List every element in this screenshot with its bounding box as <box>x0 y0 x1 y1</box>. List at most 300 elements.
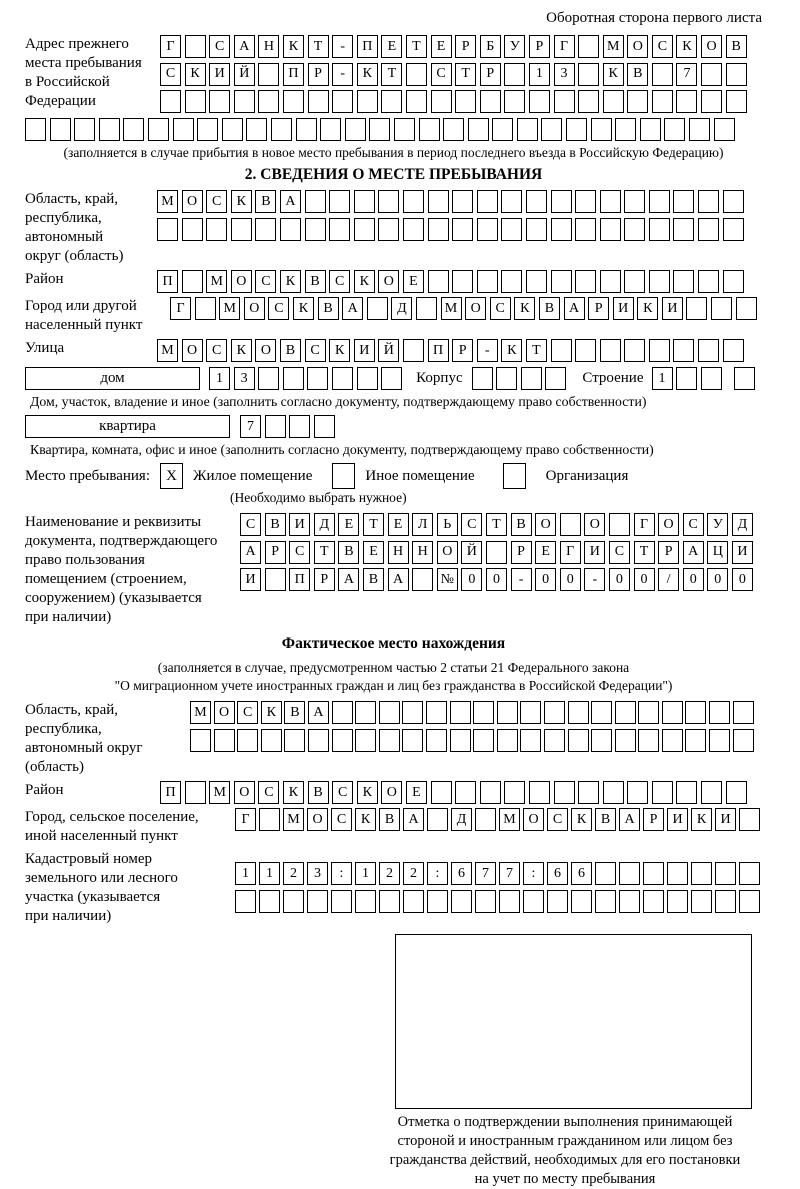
district-grid <box>157 270 744 293</box>
label-line: в Российской <box>25 74 110 90</box>
cadastral-block <box>25 850 762 926</box>
title-document-block <box>25 513 762 627</box>
char-cell: Б <box>480 35 501 58</box>
char-cell <box>403 218 424 241</box>
city-label <box>25 297 170 335</box>
char-cell: Г <box>235 808 256 831</box>
char-cell: В <box>363 568 384 591</box>
char-cell: В <box>318 297 339 320</box>
char-cell <box>603 90 624 113</box>
label-line: Адрес прежнего <box>25 36 129 52</box>
char-cell <box>381 367 402 390</box>
char-cell: Е <box>406 781 427 804</box>
cadastral-label <box>25 850 235 926</box>
char-cell: Г <box>160 35 181 58</box>
char-cell: М <box>209 781 230 804</box>
char-cell <box>283 890 304 913</box>
char-cell: Р <box>643 808 664 831</box>
char-cell <box>197 118 218 141</box>
char-cell: 1 <box>259 862 280 885</box>
char-cell: М <box>219 297 240 320</box>
char-cell <box>451 890 472 913</box>
char-cell <box>480 90 501 113</box>
title-document-grid-row-3 <box>240 568 753 591</box>
char-cell: И <box>584 541 605 564</box>
char-cell: Т <box>486 513 507 536</box>
char-cell: П <box>357 35 378 58</box>
label-line: Кадастровый номер <box>25 851 152 867</box>
char-cell <box>578 90 599 113</box>
actual-location-caption-1: (заполняется в случае, предусмотренном частью 2 статьи 21 Федерального закона <box>157 660 630 675</box>
char-cell: И <box>715 808 736 831</box>
label-line: Область, край, <box>25 702 119 718</box>
char-cell <box>615 118 636 141</box>
char-cell: Т <box>406 35 427 58</box>
char-cell: О <box>244 297 265 320</box>
label-line: помещением (строением, <box>25 571 187 587</box>
char-cell: О <box>465 297 486 320</box>
char-cell <box>357 90 378 113</box>
char-cell <box>123 118 144 141</box>
char-cell: Р <box>511 541 532 564</box>
char-cell <box>222 118 243 141</box>
char-cell: Т <box>455 63 476 86</box>
char-cell <box>568 729 589 752</box>
char-cell <box>686 297 707 320</box>
char-cell: С <box>329 270 350 293</box>
char-cell <box>652 63 673 86</box>
char-cell: К <box>501 339 522 362</box>
char-cell: В <box>255 190 276 213</box>
char-cell <box>497 701 518 724</box>
stroenie-label: Строение <box>582 370 644 386</box>
char-cell: Г <box>560 541 581 564</box>
char-cell: В <box>595 808 616 831</box>
char-cell: : <box>427 862 448 885</box>
char-cell <box>406 90 427 113</box>
char-cell <box>624 339 645 362</box>
char-cell: П <box>428 339 449 362</box>
char-cell: П <box>160 781 181 804</box>
char-cell <box>473 701 494 724</box>
char-cell <box>643 890 664 913</box>
char-cell: Р <box>308 63 329 86</box>
char-cell: К <box>280 270 301 293</box>
char-cell: Е <box>338 513 359 536</box>
stroenie-grid <box>652 367 722 390</box>
char-cell: : <box>523 862 544 885</box>
char-cell <box>472 367 493 390</box>
char-cell <box>517 118 538 141</box>
char-cell <box>726 63 747 86</box>
char-cell: 0 <box>683 568 704 591</box>
char-cell: 0 <box>707 568 728 591</box>
char-cell: Ц <box>707 541 728 564</box>
label-line: республика, <box>25 210 102 226</box>
char-cell <box>354 218 375 241</box>
char-cell <box>148 118 169 141</box>
char-cell <box>711 297 732 320</box>
char-cell: Н <box>388 541 409 564</box>
char-cell <box>378 190 399 213</box>
char-cell <box>190 729 211 752</box>
actual-region-grid <box>190 701 754 752</box>
char-cell: Р <box>529 35 550 58</box>
prev-address-label <box>25 35 160 111</box>
organization-checkbox <box>503 463 526 489</box>
char-cell <box>426 701 447 724</box>
char-cell <box>698 270 719 293</box>
char-cell <box>685 701 706 724</box>
char-cell <box>701 367 722 390</box>
char-cell <box>271 118 292 141</box>
char-cell: У <box>504 35 525 58</box>
char-cell <box>182 218 203 241</box>
label-line: участка (указывается <box>25 889 161 905</box>
label-line: места пребывания <box>25 55 142 71</box>
actual-settlement-grid <box>235 808 760 831</box>
char-cell <box>369 118 390 141</box>
char-cell <box>691 862 712 885</box>
char-cell <box>381 90 402 113</box>
char-cell: 3 <box>307 862 328 885</box>
actual-location-title: Фактическое место нахождения <box>281 635 506 652</box>
region-grid-row-2 <box>157 218 744 241</box>
char-cell <box>173 118 194 141</box>
char-cell: Е <box>388 513 409 536</box>
prev-address-caption: (заполняется в случае прибытия в новое место пребывания в период последнего въезда в Российскую Федерацию) <box>63 145 724 160</box>
char-cell <box>649 270 670 293</box>
korpus-grid <box>472 367 567 390</box>
label-line: (область) <box>25 759 84 775</box>
char-cell <box>206 218 227 241</box>
char-cell <box>736 297 757 320</box>
char-cell: 7 <box>676 63 697 86</box>
char-cell <box>600 190 621 213</box>
char-cell: Р <box>314 568 335 591</box>
apartment-caption: Квартира, комната, офис и иное (заполнить согласно документу, подтверждающему право собственности) <box>30 442 654 457</box>
char-cell: Г <box>170 297 191 320</box>
char-cell <box>419 118 440 141</box>
char-cell <box>591 701 612 724</box>
char-cell <box>195 297 216 320</box>
label-line: сооружением) (указывается <box>25 590 202 606</box>
actual-district-grid <box>160 781 747 804</box>
char-cell <box>332 367 353 390</box>
char-cell <box>723 339 744 362</box>
label-line: населенный пункт <box>25 317 143 333</box>
cadastral-grid-row-2 <box>235 890 760 913</box>
char-cell: И <box>732 541 753 564</box>
section2-title: 2. СВЕДЕНИЯ О МЕСТЕ ПРЕБЫВАНИЯ <box>244 166 543 183</box>
char-cell <box>428 270 449 293</box>
char-cell <box>698 190 719 213</box>
prev-address-grid-row-3 <box>160 90 747 113</box>
char-cell: А <box>619 808 640 831</box>
char-cell <box>575 218 596 241</box>
char-cell: 0 <box>560 568 581 591</box>
char-cell: А <box>683 541 704 564</box>
region-block <box>25 190 762 266</box>
char-cell: А <box>280 190 301 213</box>
char-cell: А <box>240 541 261 564</box>
char-cell <box>523 890 544 913</box>
char-cell: 2 <box>379 862 400 885</box>
char-cell <box>246 118 267 141</box>
title-document-grid <box>240 513 753 591</box>
char-cell <box>258 63 279 86</box>
label-line: округ (область) <box>25 248 124 264</box>
char-cell: В <box>726 35 747 58</box>
char-cell: В <box>627 63 648 86</box>
char-cell <box>595 890 616 913</box>
char-cell <box>235 890 256 913</box>
char-cell <box>504 63 525 86</box>
char-cell <box>715 862 736 885</box>
char-cell <box>477 218 498 241</box>
char-cell <box>428 190 449 213</box>
char-cell: М <box>190 701 211 724</box>
char-cell <box>739 890 760 913</box>
char-cell: Е <box>431 35 452 58</box>
char-cell <box>289 415 310 438</box>
char-cell: О <box>701 35 722 58</box>
char-cell: К <box>231 339 252 362</box>
stroenie-extra-cell <box>734 367 755 390</box>
char-cell <box>416 297 437 320</box>
label-line: при наличии) <box>25 609 112 625</box>
char-cell: Р <box>452 339 473 362</box>
char-cell <box>209 90 230 113</box>
char-cell <box>332 701 353 724</box>
char-cell <box>649 218 670 241</box>
char-cell: С <box>240 513 261 536</box>
char-cell: Г <box>554 35 575 58</box>
char-cell <box>664 118 685 141</box>
residential-checkbox: X <box>160 463 183 489</box>
char-cell <box>600 270 621 293</box>
char-cell <box>600 339 621 362</box>
char-cell: И <box>662 297 683 320</box>
label-line: автономный округ <box>25 740 143 756</box>
char-cell <box>354 190 375 213</box>
char-cell: 2 <box>283 862 304 885</box>
char-cell <box>477 190 498 213</box>
label-line: право пользования <box>25 552 145 568</box>
stay-type-row <box>25 463 762 489</box>
char-cell <box>406 63 427 86</box>
char-cell <box>723 270 744 293</box>
char-cell <box>685 729 706 752</box>
residential-label: Жилое помещение <box>193 467 313 484</box>
char-cell: 0 <box>535 568 556 591</box>
char-cell <box>475 890 496 913</box>
char-cell <box>452 218 473 241</box>
char-cell <box>296 118 317 141</box>
char-cell <box>280 218 301 241</box>
char-cell: К <box>514 297 535 320</box>
char-cell: О <box>437 541 458 564</box>
char-cell <box>624 270 645 293</box>
char-cell <box>662 729 683 752</box>
char-cell <box>450 701 471 724</box>
char-cell <box>662 701 683 724</box>
char-cell: С <box>206 339 227 362</box>
char-cell: Л <box>412 513 433 536</box>
char-cell <box>284 729 305 752</box>
label-line: республика, <box>25 721 102 737</box>
korpus-label: Корпус <box>416 370 463 386</box>
prev-address-grid-row-1 <box>160 35 747 58</box>
char-cell <box>185 781 206 804</box>
char-cell <box>431 781 452 804</box>
char-cell: - <box>332 35 353 58</box>
char-cell <box>412 568 433 591</box>
char-cell: С <box>209 35 230 58</box>
char-cell <box>575 339 596 362</box>
label-line: при наличии) <box>25 908 112 924</box>
title-document-grid-row-2 <box>240 541 753 564</box>
stamp-caption <box>345 1113 785 1189</box>
prev-address-grid <box>160 35 747 113</box>
char-cell <box>638 729 659 752</box>
char-cell: К <box>329 339 350 362</box>
char-cell <box>619 890 640 913</box>
char-cell: - <box>584 568 605 591</box>
char-cell: К <box>231 190 252 213</box>
house-caption: Дом, участок, владение и иное (заполнить согласно документу, подтверждающему право собственности) <box>30 394 647 409</box>
char-cell <box>560 513 581 536</box>
char-cell <box>427 890 448 913</box>
char-cell: О <box>523 808 544 831</box>
char-cell: О <box>234 781 255 804</box>
label-line: Федерации <box>25 93 96 109</box>
char-cell <box>571 890 592 913</box>
char-cell: В <box>265 513 286 536</box>
char-cell: И <box>289 513 310 536</box>
char-cell <box>733 701 754 724</box>
char-cell: А <box>342 297 363 320</box>
char-cell: П <box>157 270 178 293</box>
char-cell: : <box>331 862 352 885</box>
house-number-grid <box>209 367 402 390</box>
char-cell <box>25 118 46 141</box>
actual-region-label <box>25 701 190 777</box>
char-cell: Н <box>412 541 433 564</box>
char-cell: С <box>332 781 353 804</box>
char-cell: И <box>209 63 230 86</box>
char-cell: 0 <box>486 568 507 591</box>
char-cell <box>305 190 326 213</box>
char-cell: К <box>357 63 378 86</box>
confirmation-stamp-box <box>395 934 752 1109</box>
char-cell <box>259 808 280 831</box>
char-cell <box>591 729 612 752</box>
char-cell <box>367 297 388 320</box>
char-cell: 1 <box>355 862 376 885</box>
char-cell: С <box>490 297 511 320</box>
char-cell <box>726 90 747 113</box>
char-cell: О <box>255 339 276 362</box>
char-cell: О <box>182 339 203 362</box>
title-document-grid-row-1 <box>240 513 753 536</box>
char-cell: Й <box>234 63 255 86</box>
char-cell <box>355 890 376 913</box>
char-cell <box>379 701 400 724</box>
apartment-row <box>25 415 762 438</box>
char-cell <box>320 118 341 141</box>
char-cell <box>305 218 326 241</box>
char-cell: С <box>461 513 482 536</box>
char-cell <box>526 190 547 213</box>
char-cell <box>504 781 525 804</box>
char-cell <box>575 190 596 213</box>
char-cell: 7 <box>475 862 496 885</box>
organization-label: Организация <box>545 467 629 484</box>
char-cell: С <box>431 63 452 86</box>
char-cell <box>723 190 744 213</box>
char-cell <box>455 90 476 113</box>
city-block <box>25 297 762 335</box>
char-cell <box>403 339 424 362</box>
char-cell: 6 <box>451 862 472 885</box>
char-cell: А <box>403 808 424 831</box>
char-cell <box>551 339 572 362</box>
char-cell <box>259 890 280 913</box>
char-cell <box>600 218 621 241</box>
char-cell: Р <box>588 297 609 320</box>
char-cell: А <box>234 35 255 58</box>
char-cell <box>332 729 353 752</box>
char-cell <box>698 218 719 241</box>
district-block <box>25 270 762 293</box>
char-cell <box>231 218 252 241</box>
apartment-box-label: квартира <box>25 415 230 438</box>
char-cell: 3 <box>554 63 575 86</box>
char-cell: С <box>237 701 258 724</box>
char-cell: С <box>206 190 227 213</box>
char-cell: Д <box>732 513 753 536</box>
region-label <box>25 190 157 266</box>
char-cell <box>701 90 722 113</box>
char-cell <box>443 118 464 141</box>
char-cell <box>673 339 694 362</box>
char-cell <box>520 701 541 724</box>
char-cell <box>214 729 235 752</box>
char-cell: Р <box>658 541 679 564</box>
char-cell <box>431 90 452 113</box>
char-cell: К <box>637 297 658 320</box>
char-cell <box>308 729 329 752</box>
char-cell: И <box>613 297 634 320</box>
char-cell: Т <box>314 541 335 564</box>
char-cell: 2 <box>403 862 424 885</box>
char-cell: - <box>511 568 532 591</box>
char-cell: А <box>338 568 359 591</box>
char-cell <box>357 367 378 390</box>
stamp-caption-line: гражданства действий, необходимых для его постановки <box>389 1152 741 1168</box>
char-cell <box>714 118 735 141</box>
char-cell <box>734 367 755 390</box>
char-cell <box>521 367 542 390</box>
char-cell <box>526 218 547 241</box>
char-cell <box>615 729 636 752</box>
char-cell <box>640 118 661 141</box>
house-row <box>25 367 762 390</box>
street-block <box>25 339 762 362</box>
char-cell <box>615 701 636 724</box>
char-cell: - <box>477 339 498 362</box>
